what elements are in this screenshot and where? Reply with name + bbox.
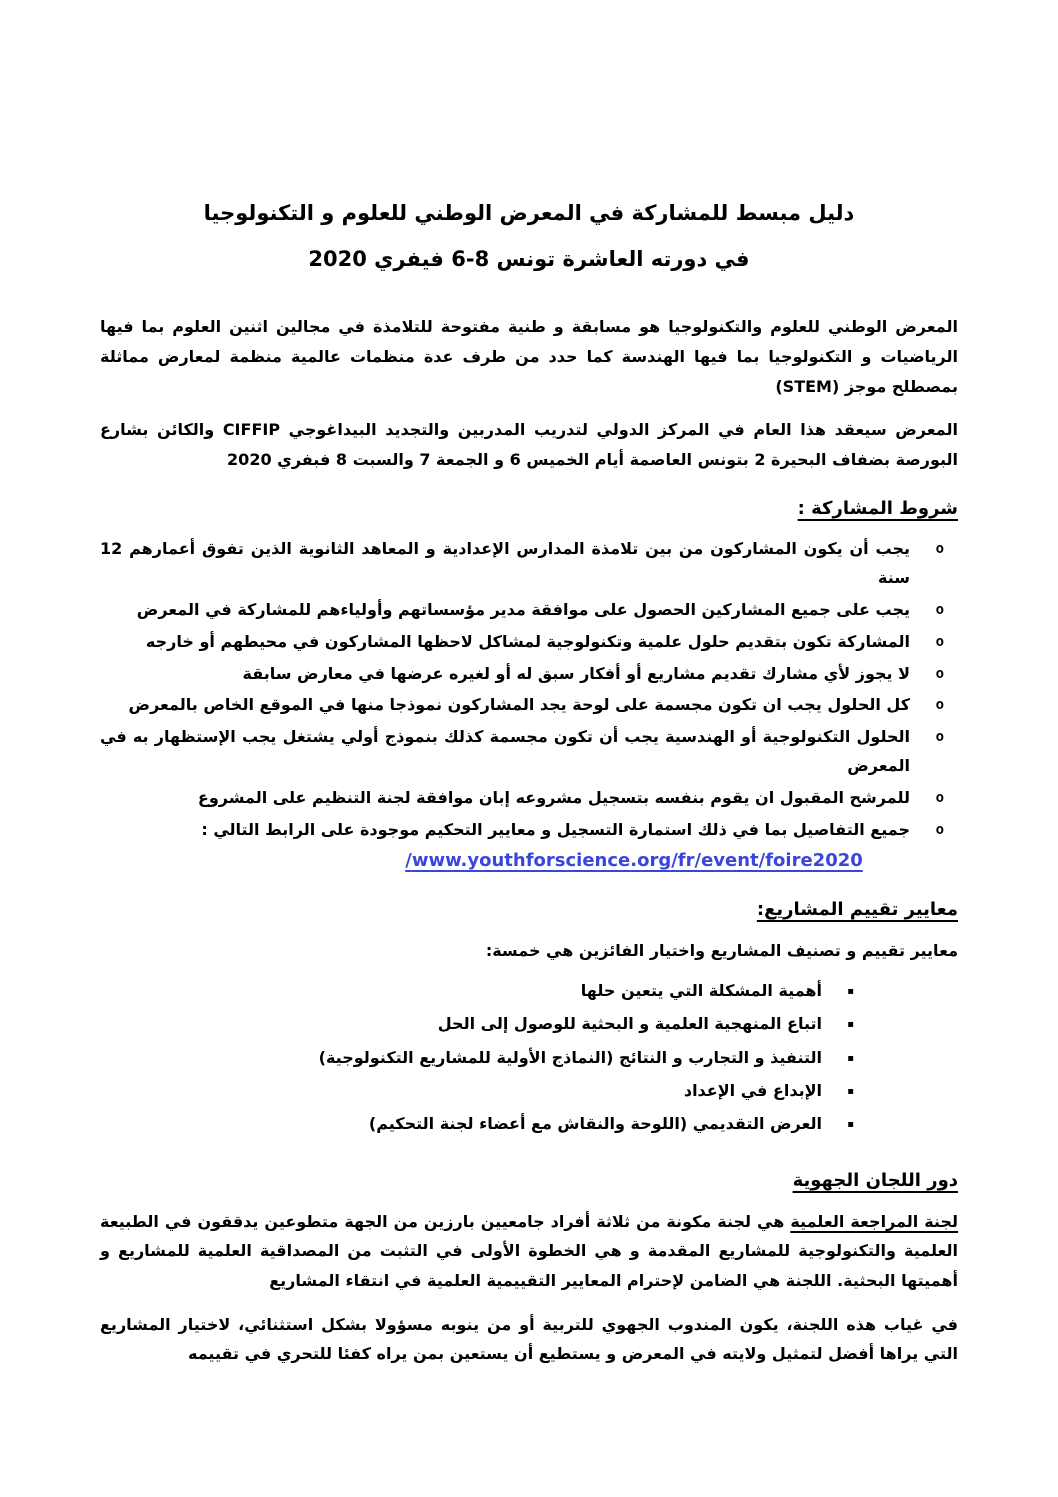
intro-paragraph-1: المعرض الوطني للعلوم والتكنولوجيا هو مسابقة و طنية مفتوحة للتلامذة في مجالين اثنين العلوم بما فيها الرياضيات و التكنولوجيا بما فيها الهندسة كما حدد من طرف عدة منظمات عالمية منظمة لمعارض مماثلة بمصطلح موجز (STEM): [100, 317, 958, 396]
circle-bullet-icon: o: [935, 541, 944, 558]
scientific-committee-paragraph: [100, 1207, 958, 1296]
criteria-intro: معايير تقييم و تصنيف المشاريع واختيار الفائزين هي خمسة:: [485, 941, 958, 961]
circle-bullet-icon: o: [935, 789, 944, 806]
condition-item-text: كل الحلول يجب ان تكون مجسمة على لوحة يجد المشاركون نموذجا منها في الموقع الخاص بالمعرض: [128, 695, 910, 715]
condition-item: [100, 723, 944, 781]
condition-item-text: جميع التفاصيل بما في ذلك استمارة التسجيل و معايير التحكيم موجودة على الرابط التالي :: [201, 819, 910, 839]
condition-item-text: لا يجوز لأي مشارك تقديم مشاريع أو أفكار سبق له أو لغيره عرضها في معارض سابقة: [242, 663, 910, 683]
criterion-item: [100, 1009, 854, 1039]
circle-bullet-icon: o: [935, 821, 944, 838]
condition-item: [100, 691, 944, 720]
criterion-item: [100, 976, 854, 1006]
square-bullet-icon: ▪: [847, 985, 854, 997]
condition-item-text: يجب أن يكون المشاركون من بين تلامذة المدارس الإعدادية و المعاهد الثانوية الذين تفوق أعمارهم 12 سنة: [100, 539, 910, 588]
condition-item: [100, 596, 944, 625]
committee-absence-paragraph: في غياب هذه اللجنة، يكون المندوب الجهوي للتربية أو من ينوبه مسؤولا بشكل استثنائي، لاختيار المشاريع التي يراها أفضل لتمثيل ولايته في المعرض و يستطيع أن يستعين بمن يراه كفئا للتحري في تقييمه: [100, 1314, 958, 1364]
condition-item-text: يجب على جميع المشاركين الحصول على موافقة مدير مؤسساتهم وأولياءهم للمشاركة في المعرض: [136, 599, 910, 619]
criterion-item: [100, 1109, 854, 1139]
title-line-1: دليل مبسط للمشاركة في المعرض الوطني للعلوم و التكنولوجيا: [203, 201, 855, 225]
criterion-item: [100, 1043, 854, 1073]
intro-paragraph-2: المعرض سيعقد هذا العام في المركز الدولي لتدريب المدربين والتجديد البيداغوجي CIFFIP والكائن بشارع البورصة بضفاف البحيرة 2 بتونس العاصمة أيام الخميس 6 و الجمعة 7 والسبت 8 فبفري 2020: [100, 420, 959, 469]
circle-bullet-icon: o: [935, 697, 944, 714]
regional-heading: دور اللجان الجهوية: [792, 1169, 958, 1191]
criteria-section: [100, 899, 958, 1140]
criteria-heading: معايير تقييم المشاريع:: [756, 899, 958, 921]
criteria-list: [100, 976, 958, 1140]
regional-committees-section: [100, 1170, 958, 1369]
criterion-item-text: الإبداع في الإعداد: [683, 1081, 822, 1101]
conditions-heading: شروط المشاركة :: [797, 498, 958, 520]
title-line-2: في دورته العاشرة تونس 8-6 فيفري 2020: [308, 247, 750, 272]
conditions-section: [100, 498, 958, 871]
criterion-item: [100, 1076, 854, 1106]
criterion-item-text: العرض التقديمي (اللوحة والنقاش مع أعضاء لجنة التحكيم): [368, 1114, 822, 1134]
square-bullet-icon: ▪: [847, 1119, 854, 1131]
circle-bullet-icon: o: [935, 633, 944, 650]
condition-item: [100, 660, 944, 689]
square-bullet-icon: ▪: [847, 1086, 854, 1098]
condition-item: [100, 816, 944, 845]
document-title: [100, 190, 958, 282]
circle-bullet-icon: o: [935, 729, 944, 746]
conditions-list: [100, 535, 958, 844]
criterion-item-text: التنفيذ و التجارب و النتائج (النماذج الأولية للمشاريع التكنولوجية): [318, 1047, 822, 1067]
condition-item-text: للمرشح المقبول ان يقوم بنفسه بتسجيل مشروعه إبان موافقة لجنة التنظيم على المشروع: [197, 787, 910, 807]
condition-item: [100, 535, 944, 593]
circle-bullet-icon: o: [935, 665, 944, 682]
circle-bullet-icon: o: [935, 601, 944, 618]
square-bullet-icon: ▪: [847, 1019, 854, 1031]
square-bullet-icon: ▪: [847, 1052, 854, 1064]
criterion-item-text: اتباع المنهجية العلمية و البحثية للوصول إلى الحل: [437, 1014, 822, 1034]
registration-link[interactable]: www.youthforscience.org/fr/event/foire2020/: [405, 850, 863, 872]
condition-item: [100, 784, 944, 813]
condition-item-text: الحلول التكنولوجية أو الهندسية يجب أن تكون مجسمة كذلك بنموذج أولي يشتغل يجب الإستظهار به في المعرض: [100, 727, 910, 775]
committee-name-underlined: لجنة المراجعة العلمية: [790, 1211, 959, 1231]
registration-link-line: [100, 850, 958, 871]
condition-item: [100, 628, 944, 657]
criterion-item-text: أهمية المشكلة التي يتعين حلها: [580, 980, 822, 1000]
committee-paragraph-rest: هي لجنة مكونة من ثلاثة أفراد جامعيين بارزين من الجهة متطوعين يدققون في الطبيعة العلمية والتكنولوجية للمشاريع المقدمة و هي الخطوة الأولى في التثبت من المصداقية العلمية للمشاريع و أهميتها البحثية. اللجنة هي الضامن لإحترام المعايير التقييمية العلمية في انتقاء المشاريع: [100, 1211, 958, 1291]
condition-item-text: المشاركة تكون بتقديم حلول علمية وتكنولوجية لمشاكل لاحظها المشاركون في محيطهم أو خارجه: [145, 631, 910, 651]
